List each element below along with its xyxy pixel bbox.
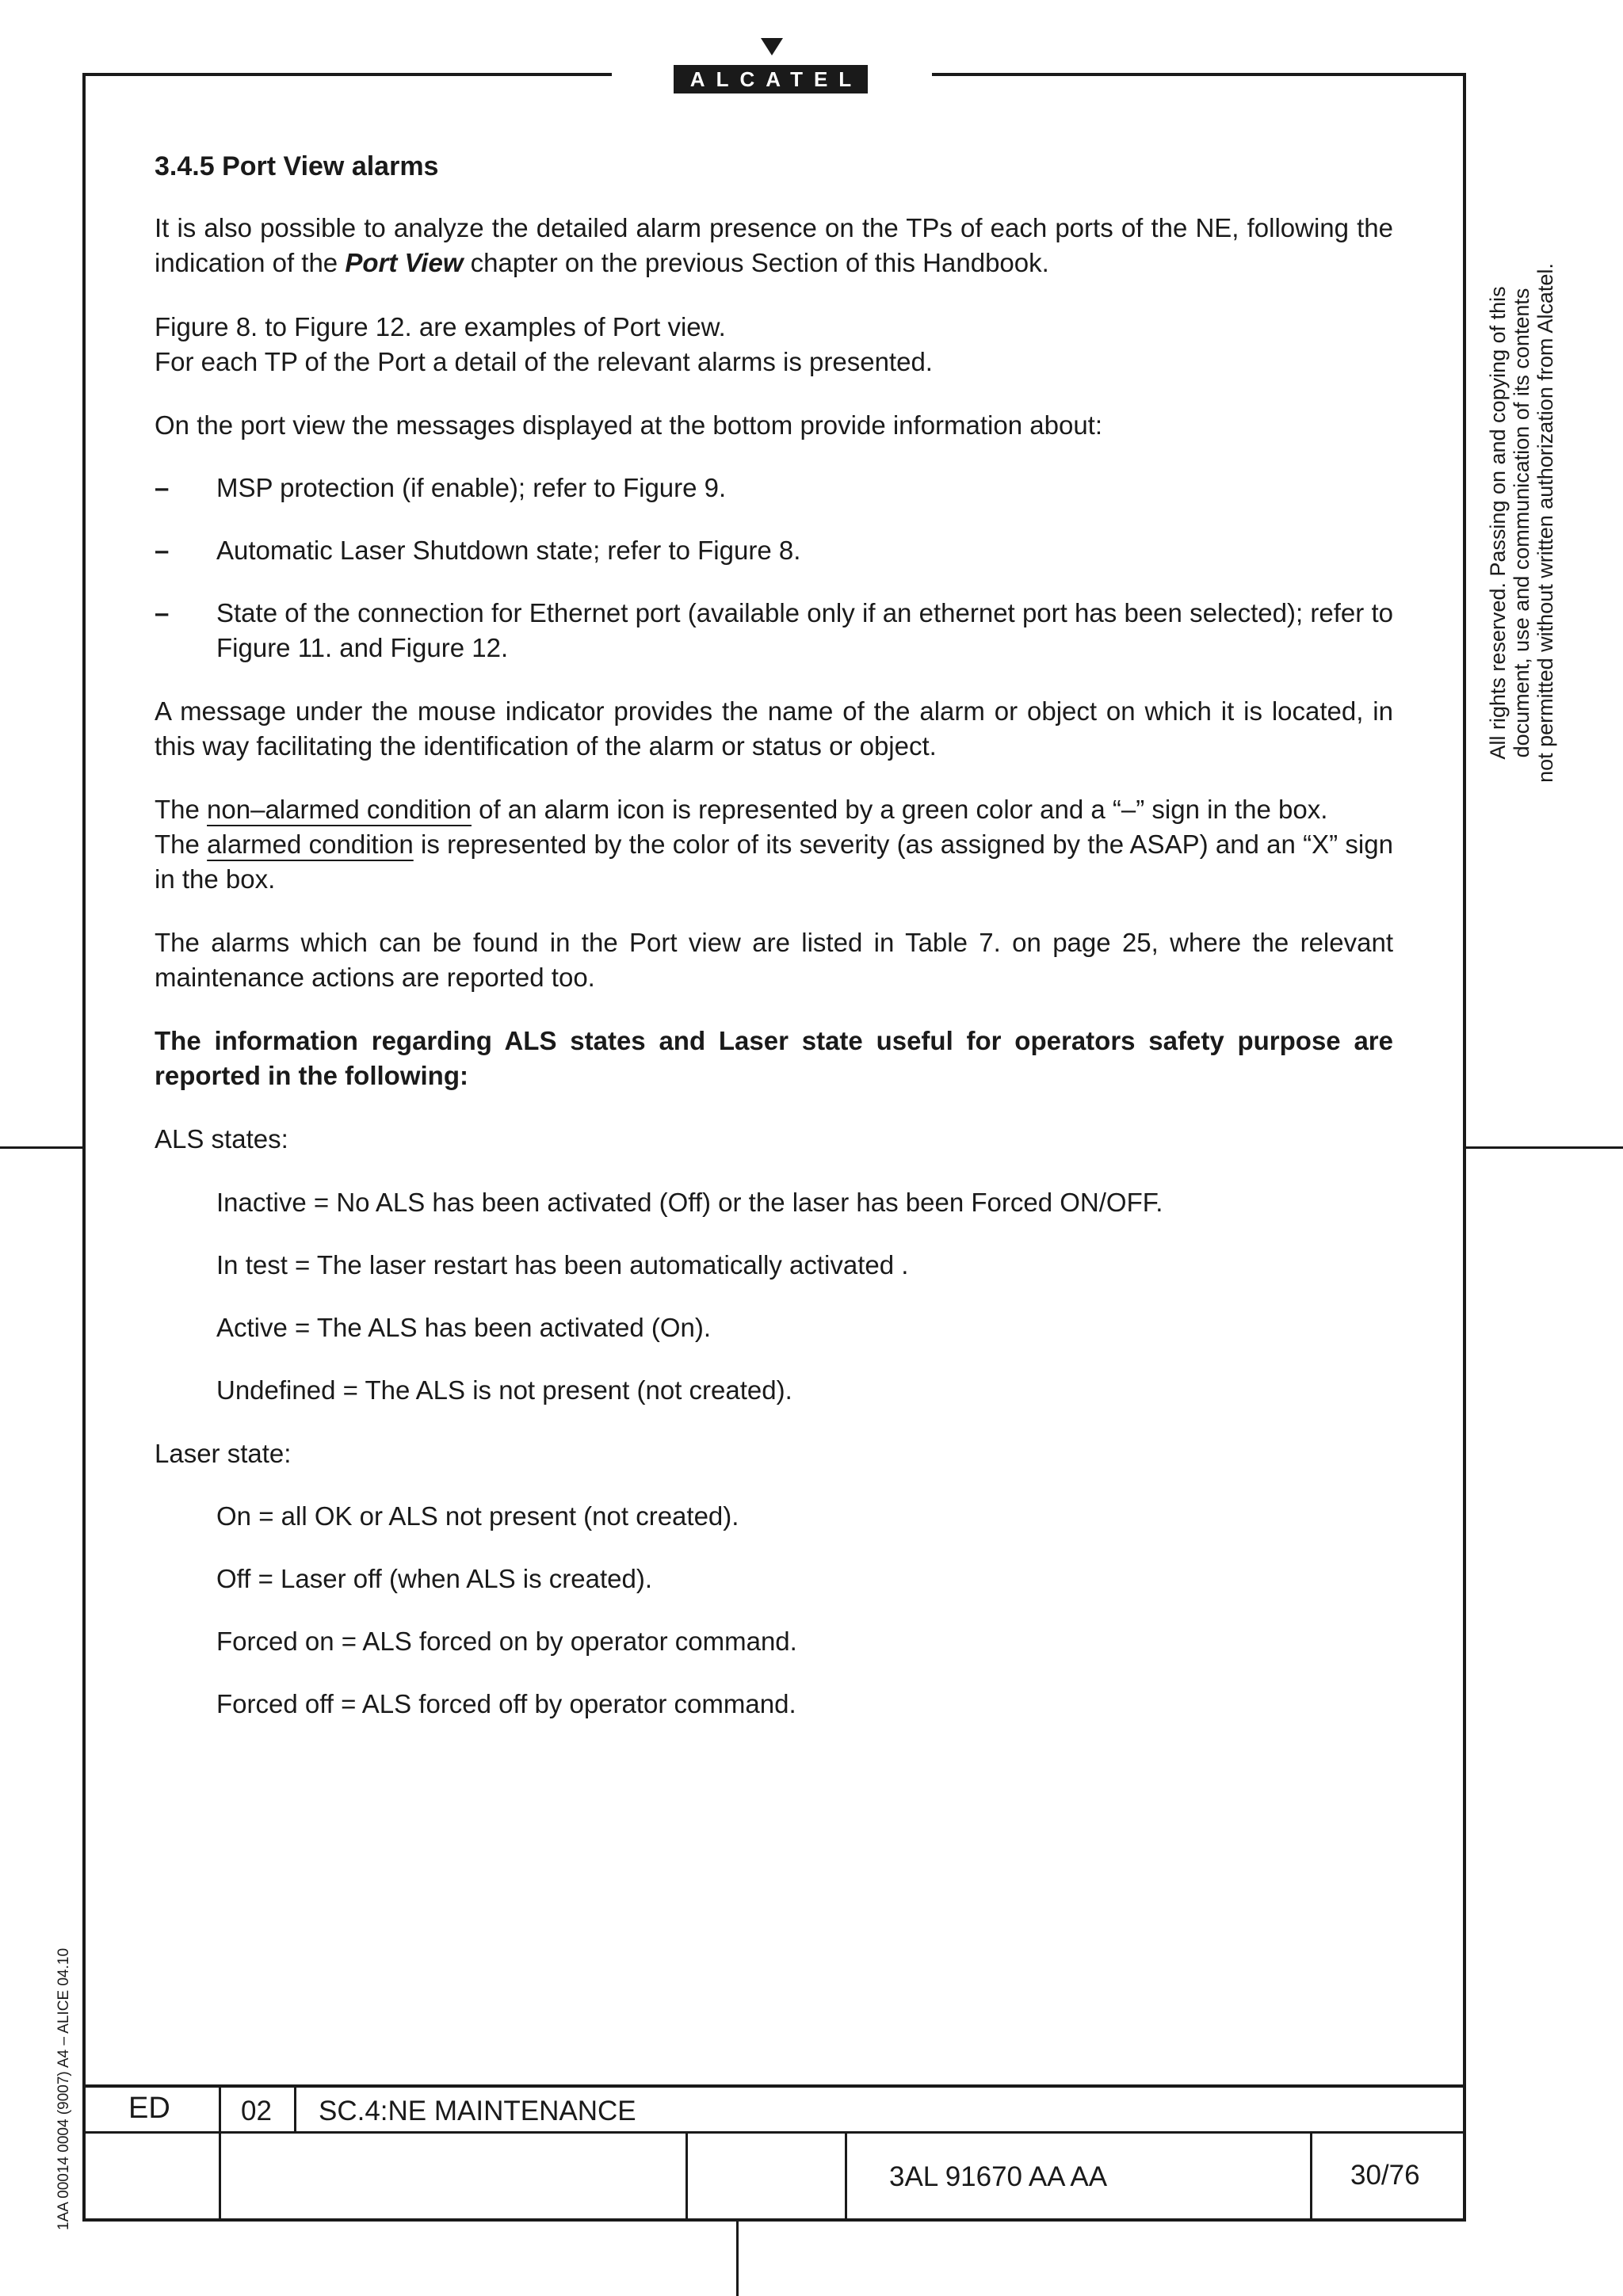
laser-state-label: Laser state: bbox=[155, 1439, 292, 1468]
section-heading: 3.4.5 Port View alarms bbox=[155, 151, 439, 181]
alarmed-term: alarmed condition bbox=[207, 830, 414, 859]
laser-state-item: Forced on = ALS forced on by operator command. bbox=[216, 1627, 797, 1656]
copyright-line-3: not permitted without written authorization from Alcatel. bbox=[1533, 263, 1557, 783]
page-number: 30/76 bbox=[1350, 2160, 1420, 2191]
bullet-text: Automatic Laser Shutdown state; refer to Figure 8. bbox=[216, 536, 801, 565]
als-state-item: In test = The laser restart has been automatically activated . bbox=[216, 1250, 909, 1280]
copyright-line-2: document, use and communication of its contents bbox=[1510, 288, 1533, 758]
conditions-text-a: The bbox=[155, 795, 208, 824]
logo-arrow-icon bbox=[761, 38, 783, 55]
paragraph-intro bbox=[155, 211, 1393, 280]
footer-divider bbox=[685, 2131, 688, 2220]
edition-value: 02 bbox=[241, 2096, 272, 2126]
form-code-text: 1AA 00014 0004 (9007) A4 – ALICE 04.10 bbox=[55, 1947, 72, 2230]
footer-divider bbox=[1310, 2131, 1312, 2220]
document-code: 3AL 91670 AA AA bbox=[889, 2161, 1108, 2192]
footer-divider bbox=[845, 2131, 847, 2220]
non-alarmed-term: non–alarmed condition bbox=[207, 795, 472, 824]
als-state-item: Undefined = The ALS is not present (not created). bbox=[216, 1375, 792, 1405]
als-states-label: ALS states: bbox=[155, 1124, 288, 1154]
conditions-text-d: is represented by the color of its severity (as assigned by the ASAP) and an “X” sign in the box. bbox=[155, 830, 1393, 894]
bullet-dash: – bbox=[155, 473, 170, 502]
paragraph-figures-line-1: Figure 8. to Figure 12. are examples of Port view. bbox=[155, 312, 726, 341]
paragraph-mouse-indicator: A message under the mouse indicator provides the name of the alarm or object on which it is located, in this way facilitating the identification of the alarm or status or object. bbox=[155, 696, 1393, 761]
frame-left bbox=[82, 73, 86, 2222]
paragraph-messages: On the port view the messages displayed at the bottom provide information about: bbox=[155, 410, 1103, 440]
intro-text-a: It is also possible to analyze the detailed alarm presence on the TPs of each ports of the NE, following the indication of the bbox=[155, 213, 1393, 277]
paragraph-figures-line-2: For each TP of the Port a detail of the relevant alarms is presented. bbox=[155, 347, 933, 376]
paragraph-conditions bbox=[155, 792, 1393, 897]
als-state-item: Inactive = No ALS has been activated (Off) or the laser has been Forced ON/OFF. bbox=[216, 1188, 1163, 1217]
footer-top-line bbox=[82, 2084, 1466, 2088]
chapter-title: SC.4:NE MAINTENANCE bbox=[319, 2096, 636, 2126]
laser-state-item: Forced off = ALS forced off by operator command. bbox=[216, 1689, 796, 1718]
left-margin-mark bbox=[0, 1146, 82, 1149]
footer-stub bbox=[736, 2218, 739, 2296]
footer-divider bbox=[294, 2084, 296, 2133]
bullet-dash: – bbox=[155, 536, 170, 565]
port-view-emphasis: Port View bbox=[345, 248, 464, 277]
footer-mid-line bbox=[82, 2131, 1466, 2134]
intro-text-b: chapter on the previous Section of this Handbook. bbox=[463, 248, 1049, 277]
conditions-text-c: The bbox=[155, 830, 208, 859]
laser-state-item: Off = Laser off (when ALS is created). bbox=[216, 1564, 652, 1593]
bullet-text: State of the connection for Ethernet port (available only if an ethernet port has been selected); refer to Figure 11. and Figure 12. bbox=[216, 598, 1393, 662]
laser-state-item: On = all OK or ALS not present (not created). bbox=[216, 1501, 739, 1531]
footer-divider bbox=[219, 2084, 221, 2220]
paragraph-safety-info: The information regarding ALS states and Laser state useful for operators safety purpose are reported in the following: bbox=[155, 1026, 1393, 1090]
bullet-text: MSP protection (if enable); refer to Figure 9. bbox=[216, 473, 727, 502]
als-state-item: Active = The ALS has been activated (On). bbox=[216, 1313, 712, 1342]
edition-label: ED bbox=[128, 2092, 170, 2125]
copyright-line-1: All rights reserved. Passing on and copying of this bbox=[1486, 286, 1510, 760]
frame-top-left bbox=[83, 73, 612, 76]
conditions-text-b: of an alarm icon is represented by a green color and a “–” sign in the box. bbox=[471, 795, 1328, 824]
bullet-dash: – bbox=[155, 598, 170, 627]
footer-bottom-line bbox=[82, 2218, 1466, 2222]
right-margin-mark bbox=[1466, 1146, 1623, 1149]
frame-top-right bbox=[932, 73, 1466, 76]
alcatel-logo: ALCATEL bbox=[674, 65, 868, 93]
paragraph-alarm-table-ref: The alarms which can be found in the Port view are listed in Table 7. on page 25, where the relevant maintenance actions are reported too. bbox=[155, 928, 1393, 992]
